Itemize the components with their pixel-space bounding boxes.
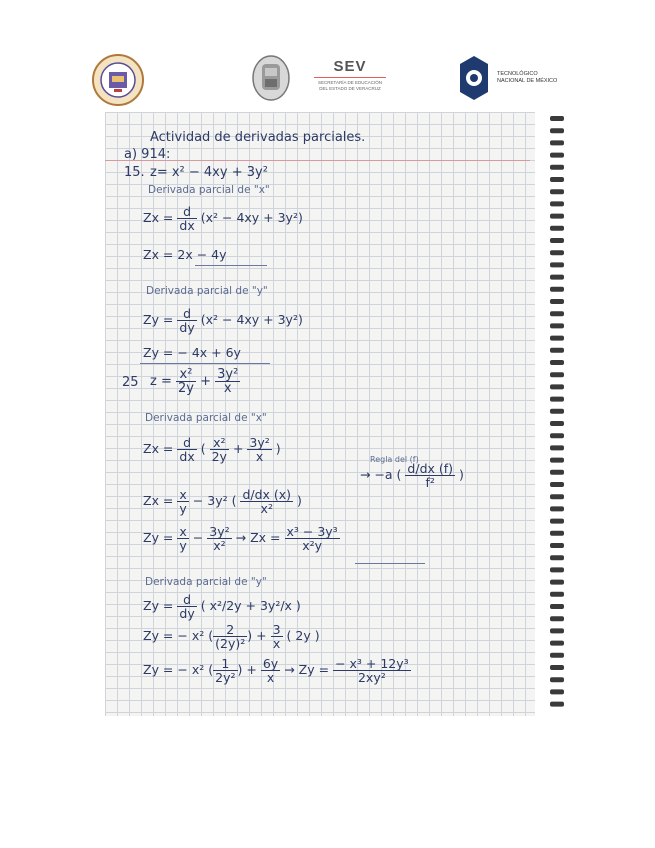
p25-zy-step2: Zy = − x² ( $\frac{2}{\text{(2y)²}}$ ) + $\frac{3}{x}$ ( 2y ) [143, 622, 320, 651]
sev-subtitle-2: DEL ESTADO DE VERACRUZ [319, 86, 381, 91]
p25-zy-step1: Zy = $\frac{d}{dy}$ ( x²/2y + 3y²/x ) [143, 592, 301, 621]
spiral-ring [550, 604, 564, 609]
p25-zx-step1: Zx = $\frac{d}{dx}$ ( $\frac{\text{x²}}{2y}$ + $\frac{\text{3y²}}{x}$ ) [143, 435, 281, 464]
p15-zy-step1: Zy = $\frac{d}{dy}$ (x² − 4xy + 3y²) [143, 306, 303, 335]
spiral-ring [550, 275, 564, 280]
spiral-ring [550, 592, 564, 597]
spiral-ring [550, 116, 564, 121]
sev-subtitle: SECRETARÍA DE EDUCACIÓN [318, 80, 382, 85]
spiral-ring [550, 458, 564, 463]
spiral-ring [550, 653, 564, 658]
section-label: a) 914: [124, 147, 171, 162]
spiral-ring [550, 567, 564, 572]
p15-zx-result: Zx = 2x − 4y [143, 247, 227, 262]
spiral-ring [550, 140, 564, 145]
spiral-ring [550, 580, 564, 585]
spiral-ring [550, 153, 564, 158]
tecnm-line-1: TECNOLÓGICO [497, 71, 538, 77]
spiral-ring [550, 201, 564, 206]
spiral-ring [550, 519, 564, 524]
notebook-spiral [548, 112, 568, 712]
p15-label-y: Derivada parcial de "y" [146, 285, 268, 297]
spiral-ring [550, 384, 564, 389]
spiral-ring [550, 470, 564, 475]
spiral-ring [550, 702, 564, 707]
spiral-ring [550, 165, 564, 170]
tecnm-wordmark [497, 71, 557, 85]
tecnm-gear-logo [456, 54, 492, 102]
spiral-ring [550, 494, 564, 499]
p25-label-x: Derivada parcial de "x" [145, 412, 267, 424]
spiral-ring [550, 323, 564, 328]
spiral-ring [550, 238, 564, 243]
spiral-ring [550, 531, 564, 536]
spiral-ring [550, 348, 564, 353]
notes-title: Actividad de derivadas parciales. [150, 130, 366, 145]
spiral-ring [550, 665, 564, 670]
p15-zy-result: Zy = − 4x + 6y [143, 345, 241, 360]
p25-zy-step3: Zy = − x² ( $\frac{1}{\text{2y²}}$ ) + $\frac{6y}{x}$ → Zy = $\frac{\text{− x³ + 12y³}}{\text{2xy²}}$ [143, 656, 409, 685]
spiral-ring [550, 128, 564, 133]
spiral-ring [550, 177, 564, 182]
p15-zx-step1: Zx = $\frac{d}{dx}$ (x² − 4xy + 3y²) [143, 204, 303, 233]
spiral-ring [550, 311, 564, 316]
veracruz-coat-of-arms-logo [250, 52, 292, 102]
sev-title: SEV [333, 58, 367, 75]
spiral-ring [550, 616, 564, 621]
spiral-ring [550, 214, 564, 219]
spiral-ring [550, 689, 564, 694]
tecnm-line-2: NACIONAL DE MÉXICO [497, 78, 558, 84]
spiral-ring [550, 445, 564, 450]
spiral-ring [550, 287, 564, 292]
spiral-ring [550, 409, 564, 414]
spiral-ring [550, 226, 564, 231]
p25-label-y: Derivada parcial de "y" [145, 576, 267, 588]
spiral-ring [550, 372, 564, 377]
p25-zx-step3: Zy = $\frac{x}{y}$ − $\frac{\text{3y²}}{\text{x²}}$ → Zx = $\frac{\text{x³ − 3y³}}{\text{x²y}}$ [143, 524, 338, 553]
p25-zx-step2: Zx = $\frac{x}{y}$ − 3y² ( $\frac{d/dx (x)}{\text{x²}}$ ) [143, 487, 302, 516]
spiral-ring [550, 628, 564, 633]
problem-25-equation: z = $\frac{\text{x²}}{2y}$ + $\frac{\text{3y²}}{x}$ [150, 367, 239, 396]
problem-15-number: 15. [124, 165, 145, 180]
spiral-ring [550, 299, 564, 304]
spiral-ring [550, 262, 564, 267]
spiral-ring [550, 189, 564, 194]
spiral-ring [550, 433, 564, 438]
p15-label-x: Derivada parcial de "x" [148, 184, 270, 196]
problem-15-equation: z= x² − 4xy + 3y² [150, 165, 268, 180]
spiral-ring [550, 360, 564, 365]
spiral-ring [550, 421, 564, 426]
spiral-ring [550, 543, 564, 548]
quotient-rule: → −a ( $\frac{d/dx (f)}{\text{f²}}$ ) [360, 461, 464, 490]
problem-25-number: 25 [122, 375, 139, 390]
sev-logo [310, 58, 390, 92]
spiral-ring [550, 506, 564, 511]
spiral-ring [550, 482, 564, 487]
instituto-tecnologico-logo [92, 52, 144, 108]
spiral-ring [550, 641, 564, 646]
spiral-ring [550, 397, 564, 402]
spiral-ring [550, 677, 564, 682]
spiral-ring [550, 250, 564, 255]
rule-label: Regla del (f) [370, 455, 419, 464]
spiral-ring [550, 336, 564, 341]
spiral-ring [550, 555, 564, 560]
